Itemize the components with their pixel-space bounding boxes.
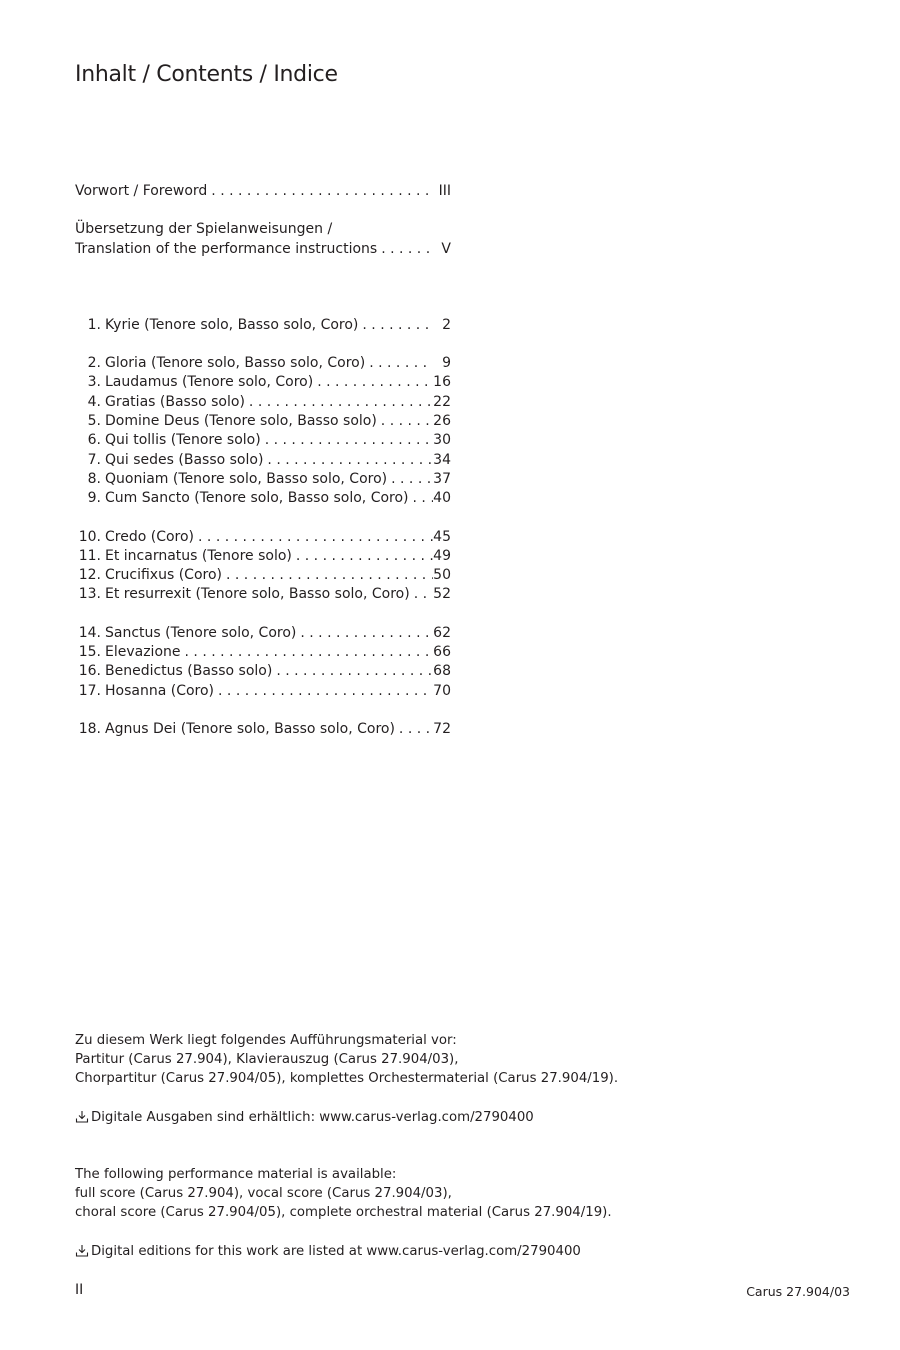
toc-number: 11. [78,547,101,564]
leader-dots [377,240,433,259]
leader-dots [387,470,433,489]
toc-label: Crucifixus (Coro) [105,567,222,584]
toc-entry[interactable] [75,662,451,681]
toc-label: Et resurrexit (Tenore solo, Basso solo, Coro) [105,586,410,603]
toc-label: Sanctus (Tenore solo, Coro) [105,624,297,641]
toc-label: Credo (Coro) [105,528,195,545]
toc-entry[interactable] [75,528,451,547]
leader-dots [410,585,433,604]
toc-entry[interactable] [75,373,451,392]
toc-entry[interactable] [75,547,451,566]
leader-dots [263,451,433,470]
leader-dots [313,373,433,392]
toc-number: 7. [87,451,101,468]
leader-dots [377,412,433,431]
toc-page: 30 [433,432,451,449]
toc-label: Benedictus (Basso solo) [105,663,273,680]
material-de-line1: Zu diesem Werk liegt folgendes Aufführungsmaterial vor: [75,1033,457,1048]
leader-dots [222,566,433,585]
toc-entry-translation-line1: Übersetzung der Spielanweisungen / [75,221,333,238]
toc-label: Et incarnatus (Tenore solo) [105,547,292,564]
toc-entry[interactable] [75,316,451,335]
toc-page: V [441,240,451,257]
toc-label: Gratias (Basso solo) [105,393,245,410]
toc-label: Vorwort / Foreword [75,183,208,199]
toc-entry[interactable] [75,720,451,739]
toc-number: 17. [78,682,101,699]
toc-label: Qui tollis (Tenore solo) [105,432,261,449]
toc-number: 12. [78,567,101,584]
toc-label: Quoniam (Tenore solo, Basso solo, Coro) [105,470,388,487]
toc-page: 40 [433,490,451,507]
leader-dots [261,431,433,450]
leader-dots [194,528,433,547]
toc-page: 34 [433,451,451,468]
toc-page: 50 [433,567,451,584]
toc-entry[interactable] [75,451,451,470]
toc-label: Kyrie (Tenore solo, Basso solo, Coro) [105,316,359,333]
toc-page: 68 [433,663,451,680]
toc-page: 2 [442,316,451,333]
toc-page: 62 [433,624,451,641]
toc-number: 14. [78,624,101,641]
toc-label: Elevazione [105,644,181,661]
page-number: II [75,1282,84,1298]
toc-number: 6. [87,432,101,449]
toc-entry[interactable] [75,412,451,431]
material-info-de [75,1031,618,1127]
toc-number: 8. [87,470,101,487]
toc-entry-translation[interactable] [75,240,451,259]
toc-number: 18. [78,720,101,737]
toc-entry[interactable] [75,354,451,373]
leader-dots [292,547,433,566]
toc-label: Hosanna (Coro) [105,682,215,699]
toc-label: Qui sedes (Basso solo) [105,451,264,468]
leader-dots [365,354,433,373]
toc-label: Gloria (Tenore solo, Basso solo, Coro) [105,355,366,372]
toc-number: 3. [87,374,101,391]
catalog-number: Carus 27.904/03 [746,1284,850,1299]
toc-entry[interactable] [75,682,451,701]
leader-dots [395,720,433,739]
toc-entry[interactable] [75,431,451,450]
digital-editions-de[interactable] [75,1108,618,1127]
table-of-contents [75,182,451,739]
toc-entry[interactable] [75,470,451,489]
material-de-line2: Partitur (Carus 27.904), Klavierauszug (Carus 27.904/03), [75,1052,459,1068]
toc-movements [75,316,451,739]
toc-entry[interactable] [75,624,451,643]
material-de-line3: Chorpartitur (Carus 27.904/05), komplettes Orchestermaterial (Carus 27.904/19). [75,1071,619,1087]
toc-number: 15. [78,644,101,661]
leader-dots [358,316,433,335]
toc-page: III [438,183,451,199]
toc-label: Laudamus (Tenore solo, Coro) [105,374,314,391]
toc-number: 10. [78,528,101,545]
toc-page: 49 [433,547,451,564]
toc-label: Translation of the performance instructions [75,240,378,257]
toc-label: Agnus Dei (Tenore solo, Basso solo, Coro) [105,720,395,737]
toc-entry[interactable] [75,566,451,585]
toc-entry[interactable] [75,585,451,604]
leader-dots [272,662,433,681]
toc-label: Domine Deus (Tenore solo, Basso solo) [105,413,377,430]
toc-number: 5. [87,413,101,430]
material-info-en [75,1165,612,1261]
toc-page: 52 [433,586,451,603]
toc-number: 9. [87,490,101,507]
toc-entry[interactable] [75,643,451,662]
toc-page: 37 [433,470,451,487]
material-en-line2: full score (Carus 27.904), vocal score (Carus 27.904/03), [75,1186,452,1202]
toc-page: 45 [433,528,451,545]
toc-number: 1. [87,316,101,333]
material-en-line1: The following performance material is available: [75,1167,397,1182]
toc-page: 16 [433,374,451,391]
toc-page: 26 [433,413,451,430]
download-icon [75,1244,89,1258]
page-title: Inhalt / Contents / Indice [75,62,338,87]
leader-dots [409,489,433,508]
toc-number: 16. [78,663,101,680]
leader-dots [296,624,433,643]
download-icon [75,1110,89,1124]
toc-page: 66 [433,644,451,661]
material-en-line3: choral score (Carus 27.904/05), complete orchestral material (Carus 27.904/19). [75,1205,612,1221]
toc-entry[interactable] [75,489,451,508]
digital-editions-text: Digitale Ausgaben sind erhältlich: www.carus-verlag.com/2790400 [91,1109,534,1125]
toc-number: 4. [87,393,101,410]
toc-page: 72 [433,720,451,737]
digital-editions-en[interactable] [75,1242,612,1261]
leader-dots [181,643,433,662]
toc-label: Cum Sancto (Tenore solo, Basso solo, Coro) [105,490,409,507]
toc-page: 22 [433,393,451,410]
toc-entry[interactable] [75,393,451,412]
leader-dots [207,182,433,201]
leader-dots [245,393,433,412]
leader-dots [214,682,433,701]
toc-page: 70 [433,682,451,699]
toc-entry-foreword[interactable] [75,182,451,201]
toc-number: 13. [78,586,101,603]
toc-page: 9 [442,355,451,372]
digital-editions-text: Digital editions for this work are listed at www.carus-verlag.com/2790400 [91,1243,581,1259]
toc-number: 2. [87,355,101,372]
